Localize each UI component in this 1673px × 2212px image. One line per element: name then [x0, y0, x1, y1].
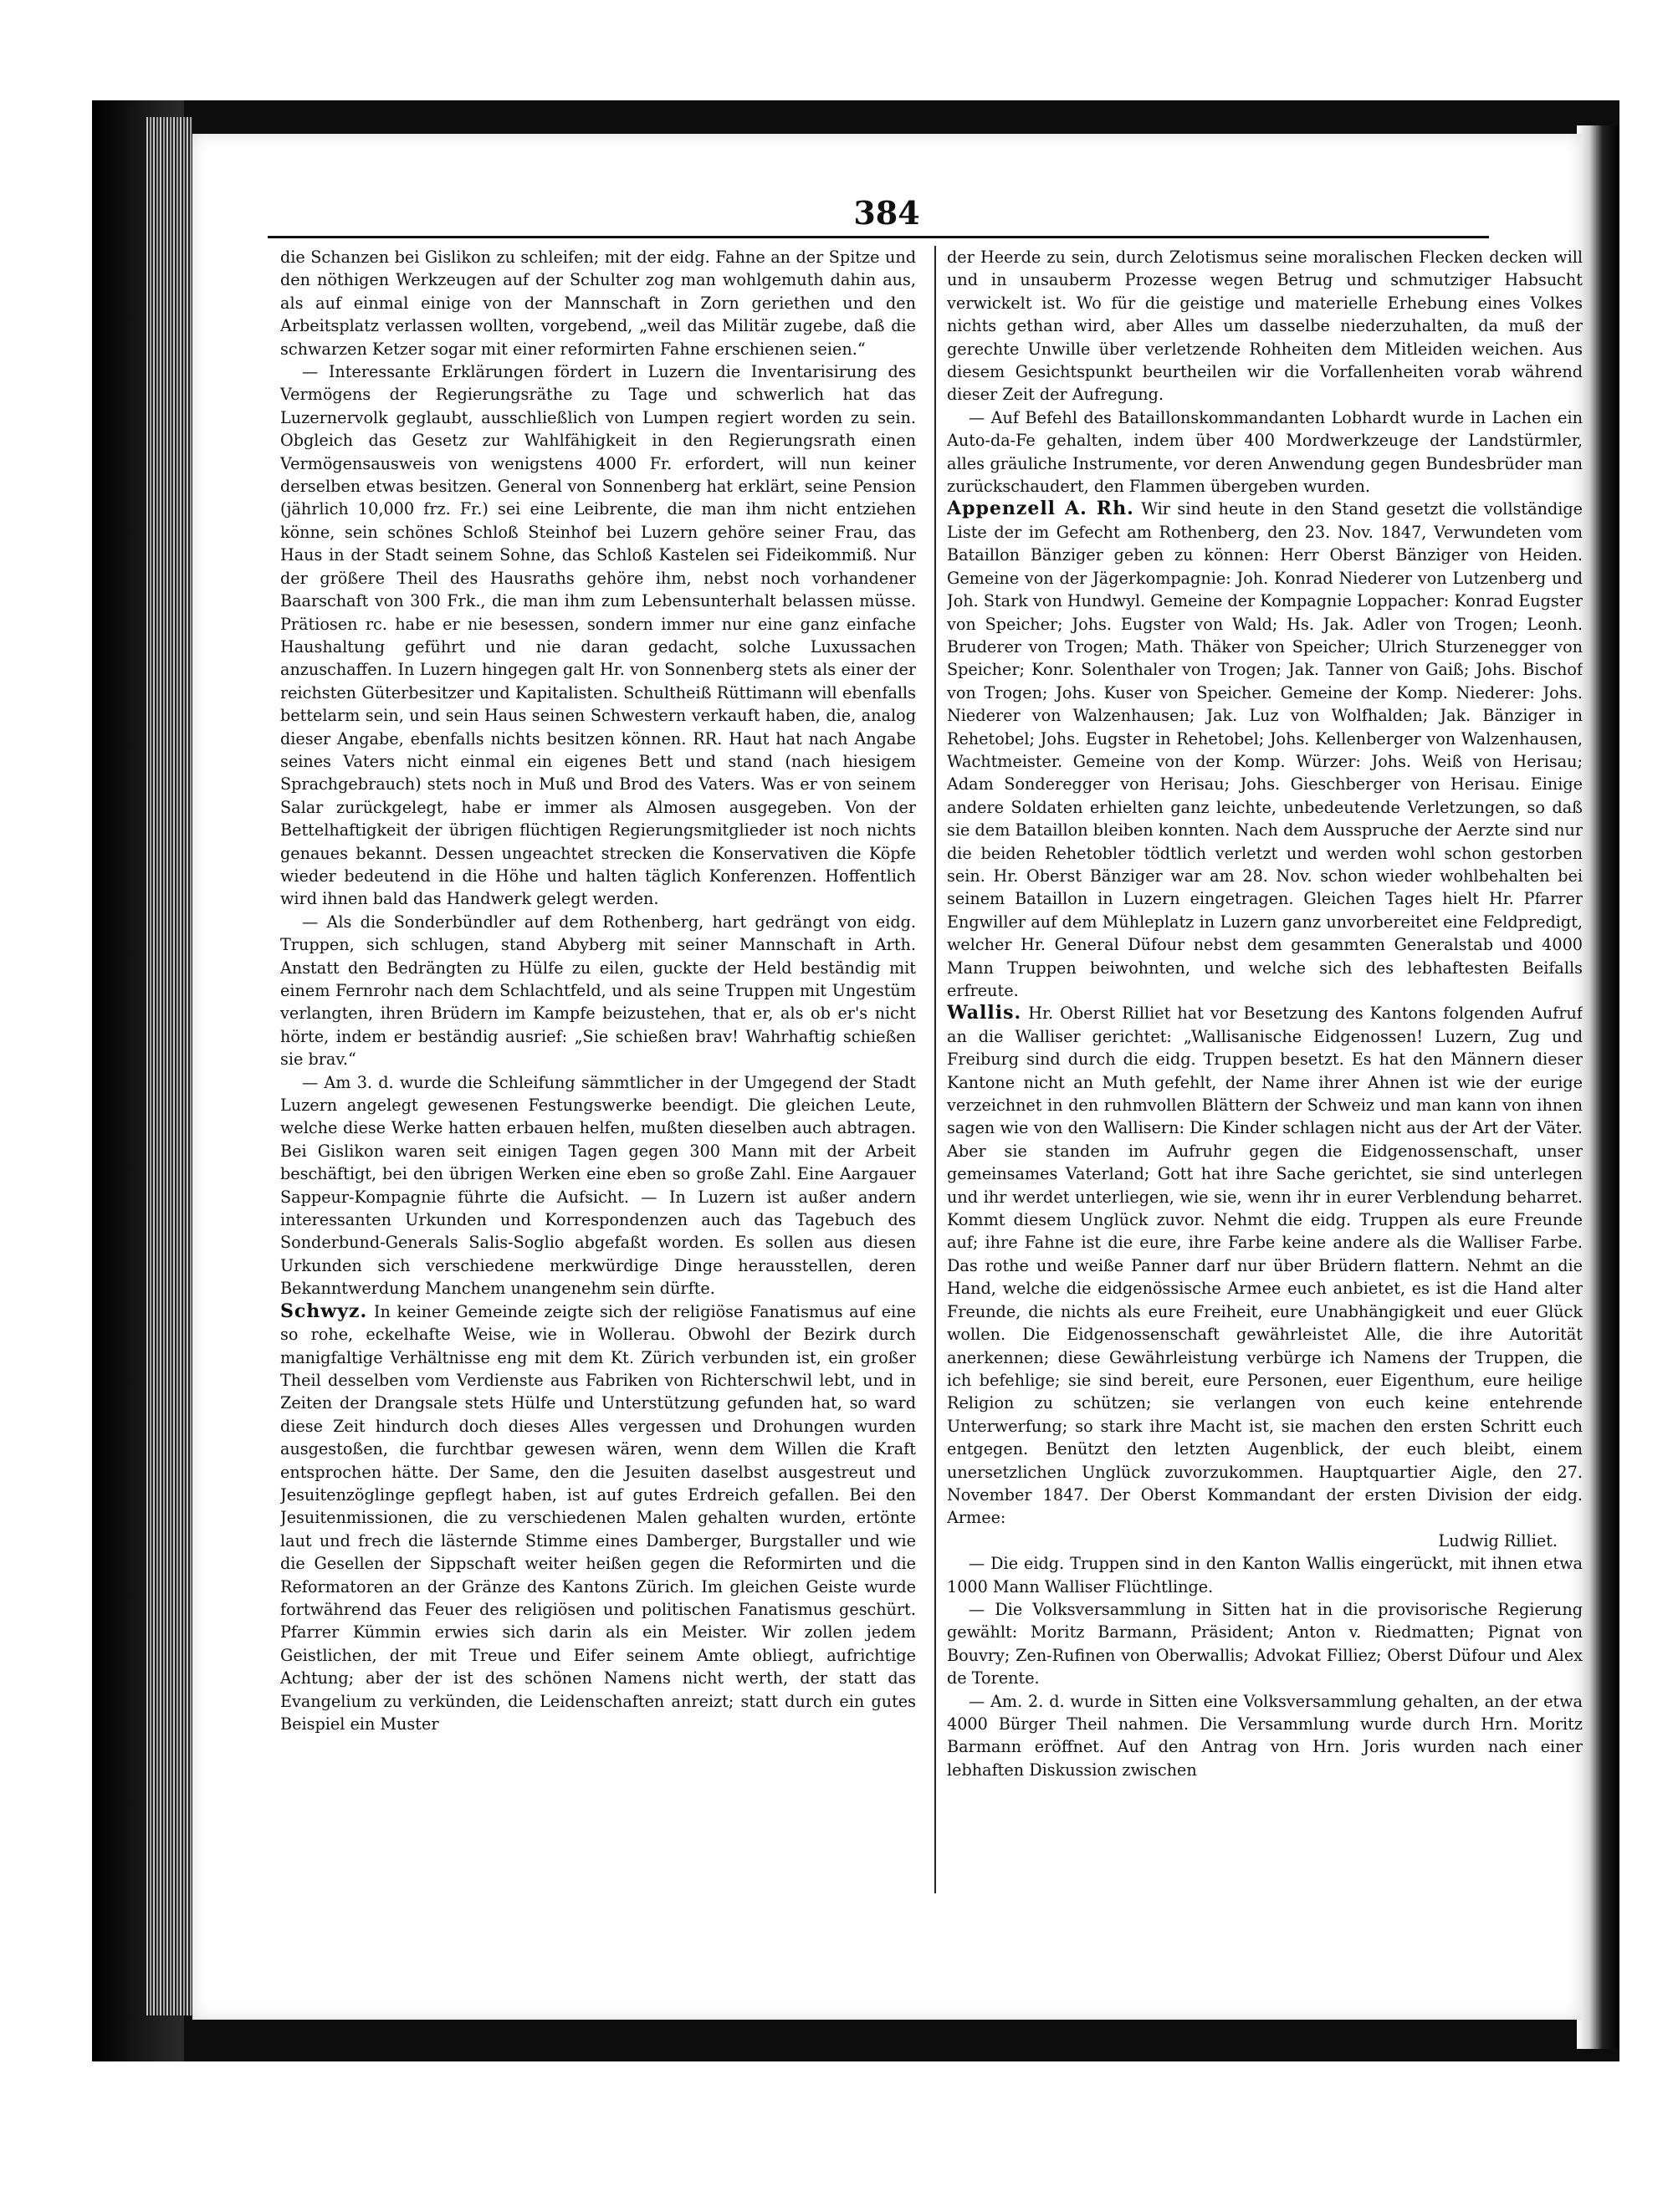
paragraph: — Als die Sonderbündler auf dem Rothenberg, hart gedrängt von eidg. Truppen, sich schlugen, stand Abyberg mit seiner Mannschaft in Arth. Anstatt den Bedrängten zu Hülfe zu eilen, guckte der Held beständig mit einem Fernrohr nach dem Schlachtfeld, und als seine Truppen mit Ungestüm verlangten, ihren Brüdern im Kampfe beizustehen, that er, als ob er's nicht hörte, indem er beständig ausrief: „Sie schießen brav! Wahrhaftig schießen sie brav.“ — [280, 912, 916, 1070]
signature: Ludwig Rilliet. — [1438, 1530, 1558, 1550]
section-appenzell — [947, 498, 1583, 1002]
newspaper-page — [192, 134, 1581, 2020]
section-text: In keiner Gemeinde zeigte sich der religiöse Fanatismus auf eine so rohe, eckelhafte Weise, wie in Wollerau. Obwohl der Bezirk durch manigfaltige Verhältnisse eng mit dem Kt. Zürich verbunden ist, ein großer Theil desselben vom Verdienste aus Fabriken von Richterschwil lebt, und in Zeiten der Drangsale stets Hülfe und Unterstützung gefunden hat, so ward diese Zeit hindurch doch dieses Alles vergessen und Drohungen wurden ausgestoßen, die furchtbar gewesen wären, wenn dem Willen die Kraft entsprochen hätte. Der Same, den die Jesuiten daselbst ausgestreut und Jesuitenzöglinge gepflegt haben, ist auf gutes Erdreich gefallen. Bei den Jesuitenmissionen, die zu verschiedenen Malen gehalten wurden, ertönte laut und frech die lästernde Stimme eines Damberger, Burgstaller und wie die Gesellen der Sippschaft weiter heißen gegen die Reformirten und die Reformatoren an der Gränze des Kantons Zürich. Im gleichen Geiste wurde fortwährend das Feuer des religiösen und politischen Fanatismus geschürt. Pfarrer Kümmin erwies sich darin als ein Meister. Wir zollen jedem Geistlichen, der mit Treue und Eifer seinem Amte obliegt, aufrichtige Achtung; aber der ist des schönen Namens nicht werth, der statt das Evangelium zu verkünden, die Leidenschaften anreizt; statt durch ein gutes Beispiel ein Muster — [280, 1301, 916, 1734]
paragraph: — Die eidg. Truppen sind in den Kanton Wallis eingerückt, mit ihnen etwa 1000 Mann Walliser Flüchtlinge. — [947, 1554, 1583, 1596]
section-heading: Wallis. — [947, 1002, 1022, 1024]
section-text: Wir sind heute in den Stand gesetzt die vollständige Liste der im Gefecht am Rothenberg, den 23. Nov. 1847, Verwundeten vom Bataillon Bänziger geben zu können: Herr Oberst Bänziger von Heiden. Gemeine von der Jägerkompagnie: Joh. Konrad Niederer von Lutzenberg und Joh. Stark von Hundwyl. Gemeine der Kompagnie Loppacher: Konrad Eugster von Speicher; Johs. Eugster von Wald; Hs. Jak. Adler von Trogen; Leonh. Bruderer von Trogen; Math. Thäker von Speicher; Ulrich Sturzenegger von Speicher; Konr. Solenthaler von Trogen; Jak. Tanner von Gaiß; Johs. Bischof von Trogen; Johs. Kuser von Speicher. Gemeine der Komp. Niederer: Johs. Niederer von Walzenhausen; Jak. Luz von Wolfhalden; Jak. Bänziger in Rehetobel; Johs. Eugster in Rehetobel; Johs. Kellenberger von Walzenhausen, Wachtmeister. Gemeine von der Komp. Würzer: Johs. Weiß von Herisau; Adam Sonderegger von Herisau; Johs. Gieschberger von Herisau. Einige andere Soldaten erhielten ganz leichte, unbedeutende Verletzungen, so daß sie dem Bataillon bleiben konnten. Nach dem Ausspruche der Aerzte sind nur die beiden Rehetobler tödtlich verletzt und werden wohl schon gestorben sein. Hr. Oberst Bänziger war am 28. Nov. schon wieder wohlbehalten bei seinem Bataillon in Luzern eingetragen. Gleichen Tages hielt Hr. Pfarrer Engwiller auf dem Mühleplatz in Luzern ganz unvorbereitet eine Feldpredigt, welcher Hr. General Düfour nebst dem gesammten Generalstab und 4000 Mann Truppen beiwohnten, und welche sich des lebhaftesten Beifalls erfreute. — [947, 499, 1583, 1000]
page-edge-stack — [146, 117, 192, 2015]
section-schwyz — [280, 1300, 916, 1736]
column-divider — [934, 246, 936, 1893]
page-number: 384 — [853, 194, 920, 232]
book-right-edge — [1577, 125, 1619, 2049]
paragraph: — Die Volksversammlung in Sitten hat in die provisorische Regierung gewählt: Moritz Barmann, Präsident; Anton v. Riedmatten; Pignat von Bouvry; Zen-Rufinen von Oberwallis; Advokat Filliez; Oberst Düfour und Alex de Torente. — [947, 1599, 1583, 1688]
paragraph: — Auf Befehl des Bataillonskommandanten Lobhardt wurde in Lachen ein Auto-da-Fe gehalten, indem über 400 Mordwerkzeuge der Landstürmler, alles gräuliche Instrumente, vor deren Anwendung gegen Bundesbrüder man zurückschaudert, den Flammen übergeben wurden. — [947, 407, 1583, 497]
section-wallis — [947, 1002, 1583, 1529]
section-text: Hr. Oberst Rilliet hat vor Besetzung des Kantons folgenden Aufruf an die Walliser gerichtet: „Wallisanische Eidgenossen! Luzern, Zug und Freiburg sind durch die eidg. Truppen besetzt. Es hat den Männern dieser Kantone nicht an Muth gefehlt, der Name ihrer Ahnen ist wie der eurige verzeichnet in den ruhmvollen Blättern der Schweiz und man kann von ihnen sagen wie von den Wallisern: Die Kinder schlagen nicht aus der Art der Väter. Aber sie standen im Aufruhr gegen die Eidgenossenschaft, unser gemeinsames Vaterland; Gott hat ihre Sache gerichtet, sie sind unterlegen und ihr werdet unterliegen, wie sie, wenn ihr in eurer Verblendung beharret. Kommt diesem Unglück zuvor. Nehmt die eidg. Truppen als eure Freunde auf; ihre Fahne ist die eure, ihre Farbe keine andere als die Walliser Farbe. Das rothe und weiße Panner darf nur über Brüdern flattern. Nehmt an die Hand, welche die eidgenössische Armee euch anbietet, es ist die Hand alter Freunde, die nichts als eure Freiheit, eure Unabhängigkeit und euer Glück wollen. Die Eidgenossenschaft gewährleistet Alle, die ihre Autorität anerkennen; diese Gewährleistung verbürge ich Namens der Truppen, die ich befehlige; sie sind bereit, eure Personen, euer Eigenthum, eure heilige Religion zu schützen; sie verlangen von euch keine entehrende Unterwerfung; so stark ihre Macht ist, sie machen den ersten Schritt euch entgegen. Benützt den letzten Augenblick, der euch bleibt, einem unersetzlichen Unglück zuvorzukommen. Hauptquartier Aigle, den 27. November 1847. Der Oberst Kommandant der ersten Division der eidg. Armee: — [947, 1004, 1583, 1528]
section-heading: Schwyz. — [280, 1300, 368, 1322]
header-rule — [268, 236, 1489, 238]
paragraph: die Schanzen bei Gislikon zu schleifen; mit der eidg. Fahne an der Spitze und den nöthigen Werkzeugen auf der Schulter zog man wohlgemuth dahin aus, als auf einmal einige von der Mannschaft in Zorn geriethen und den Arbeitsplatz verlassen wollten, vorgebend, „weil das Militär zugebe, daß die schwarzen Ketzer sogar mit einer reformirten Fahne erschienen seien.“ — [280, 248, 916, 359]
right-column — [947, 246, 1583, 1952]
paragraph: — Am. 2. d. wurde in Sitten eine Volksversammlung gehalten, an der etwa 4000 Bürger Theil nahmen. Die Versammlung wurde durch Hrn. Moritz Barmann eröffnet. Auf den Antrag von Hrn. Joris wurden nach einer lebhaften Diskussion zwischen — [947, 1691, 1583, 1780]
left-column — [280, 246, 916, 1952]
section-heading: Appenzell A. Rh. — [947, 498, 1134, 520]
paragraph: der Heerde zu sein, durch Zelotismus seine moralischen Flecken decken will und in unsauberm Prozesse wegen Betrug und schmutziger Habsucht verwickelt ist. Wo für die geistige und materielle Erhebung eines Volkes nichts gethan wird, aber Alles um dasselbe niederzuhalten, da muß der gerechte Unwille über verletzende Rohheiten dem Mitleiden weichen. Aus diesem Gesichtspunkt beurtheilen wir die Vorfallenheiten vorab während dieser Zeit der Aufregung. — [947, 248, 1583, 405]
paragraph: — Interessante Erklärungen fördert in Luzern die Inventarisirung des Vermögens der Regierungsräthe zu Tage und schwerlich hat das Luzernervolk geglaubt, ausschließlich von Lumpen regiert worden zu sein. Obgleich das Gesetz zur Wahlfähigkeit in den Regierungsrath einen Vermögensausweis von wenigstens 4000 Fr. erfordert, will nun keiner derselben etwas besitzen. General von Sonnenberg hat erklärt, seine Pension (jährlich 10,000 frz. Fr.) sei eine Leibrente, die man ihm nicht entziehen könne, sein schönes Schloß Steinhof bei Luzern gehöre seiner Frau, das Haus in der Stadt seinem Sohne, das Schloß Kastelen sei Fideikommiß. Nur der größere Theil des Hausraths gehöre ihm, nebst noch vorhandener Baarschaft von 300 Frk., die man ihm zum Lebensunterhalt belassen müsse. Prätiosen rc. habe er nie besessen, sondern immer nur eine ganz einfache Haushaltung geführt und nie daran gedacht, solche Luxussachen anzuschaffen. In Luzern hingegen galt Hr. von Sonnenberg stets als einer der reichsten Güterbesitzer und Kapitalisten. Schultheiß Rüttimann will ebenfalls bettelarm sein, und sein Haus seinen Schwestern verkauft haben, die, analog dieser Angabe, ebenfalls nichts besitzen können. RR. Haut hat nach Angabe seines Vaters nicht einmal ein eigenes Bett und stand (nach hiesigem Sprachgebrauch) stets noch in Muß und Brod des Vaters. Was er von seinem Salar zurückgelegt, habe er immer als Almosen ausgegeben. Von der Bettelhaftigkeit der übrigen flüchtigen Regierungsmitglieder ist noch nichts genaues bekannt. Dessen ungeachtet strecken die Konservativen die Köpfe wieder bedeutend in die Höhe und halten täglich Konferenzen. Hoffentlich wird ihnen bald das Handwerk gelegt werden. — [280, 362, 916, 909]
paragraph: — Am 3. d. wurde die Schleifung sämmtlicher in der Umgegend der Stadt Luzern angelegt gewesenen Festungswerke beendigt. Die gleichen Leute, welche diese Werke hatten erbauen helfen, mußten dieselben auch abtragen. Bei Gislikon waren seit einigen Tagen gegen 300 Mann mit der Arbeit beschäftigt, bei den übrigen Werken eine eben so große Zahl. Eine Aargauer Sappeur-Kompagnie führte die Aufsicht. — In Luzern ist außer andern interessanten Urkunden und Korrespondenzen auch das Tagebuch des Sonderbund-Generals Salis-Soglio abgefaßt worden. Es sollen aus diesen Urkunden sich verschiedene merkwürdige Dinge herausstellen, deren Bekanntwerdung Manchem unangenehm sein dürfte. — [280, 1072, 916, 1299]
